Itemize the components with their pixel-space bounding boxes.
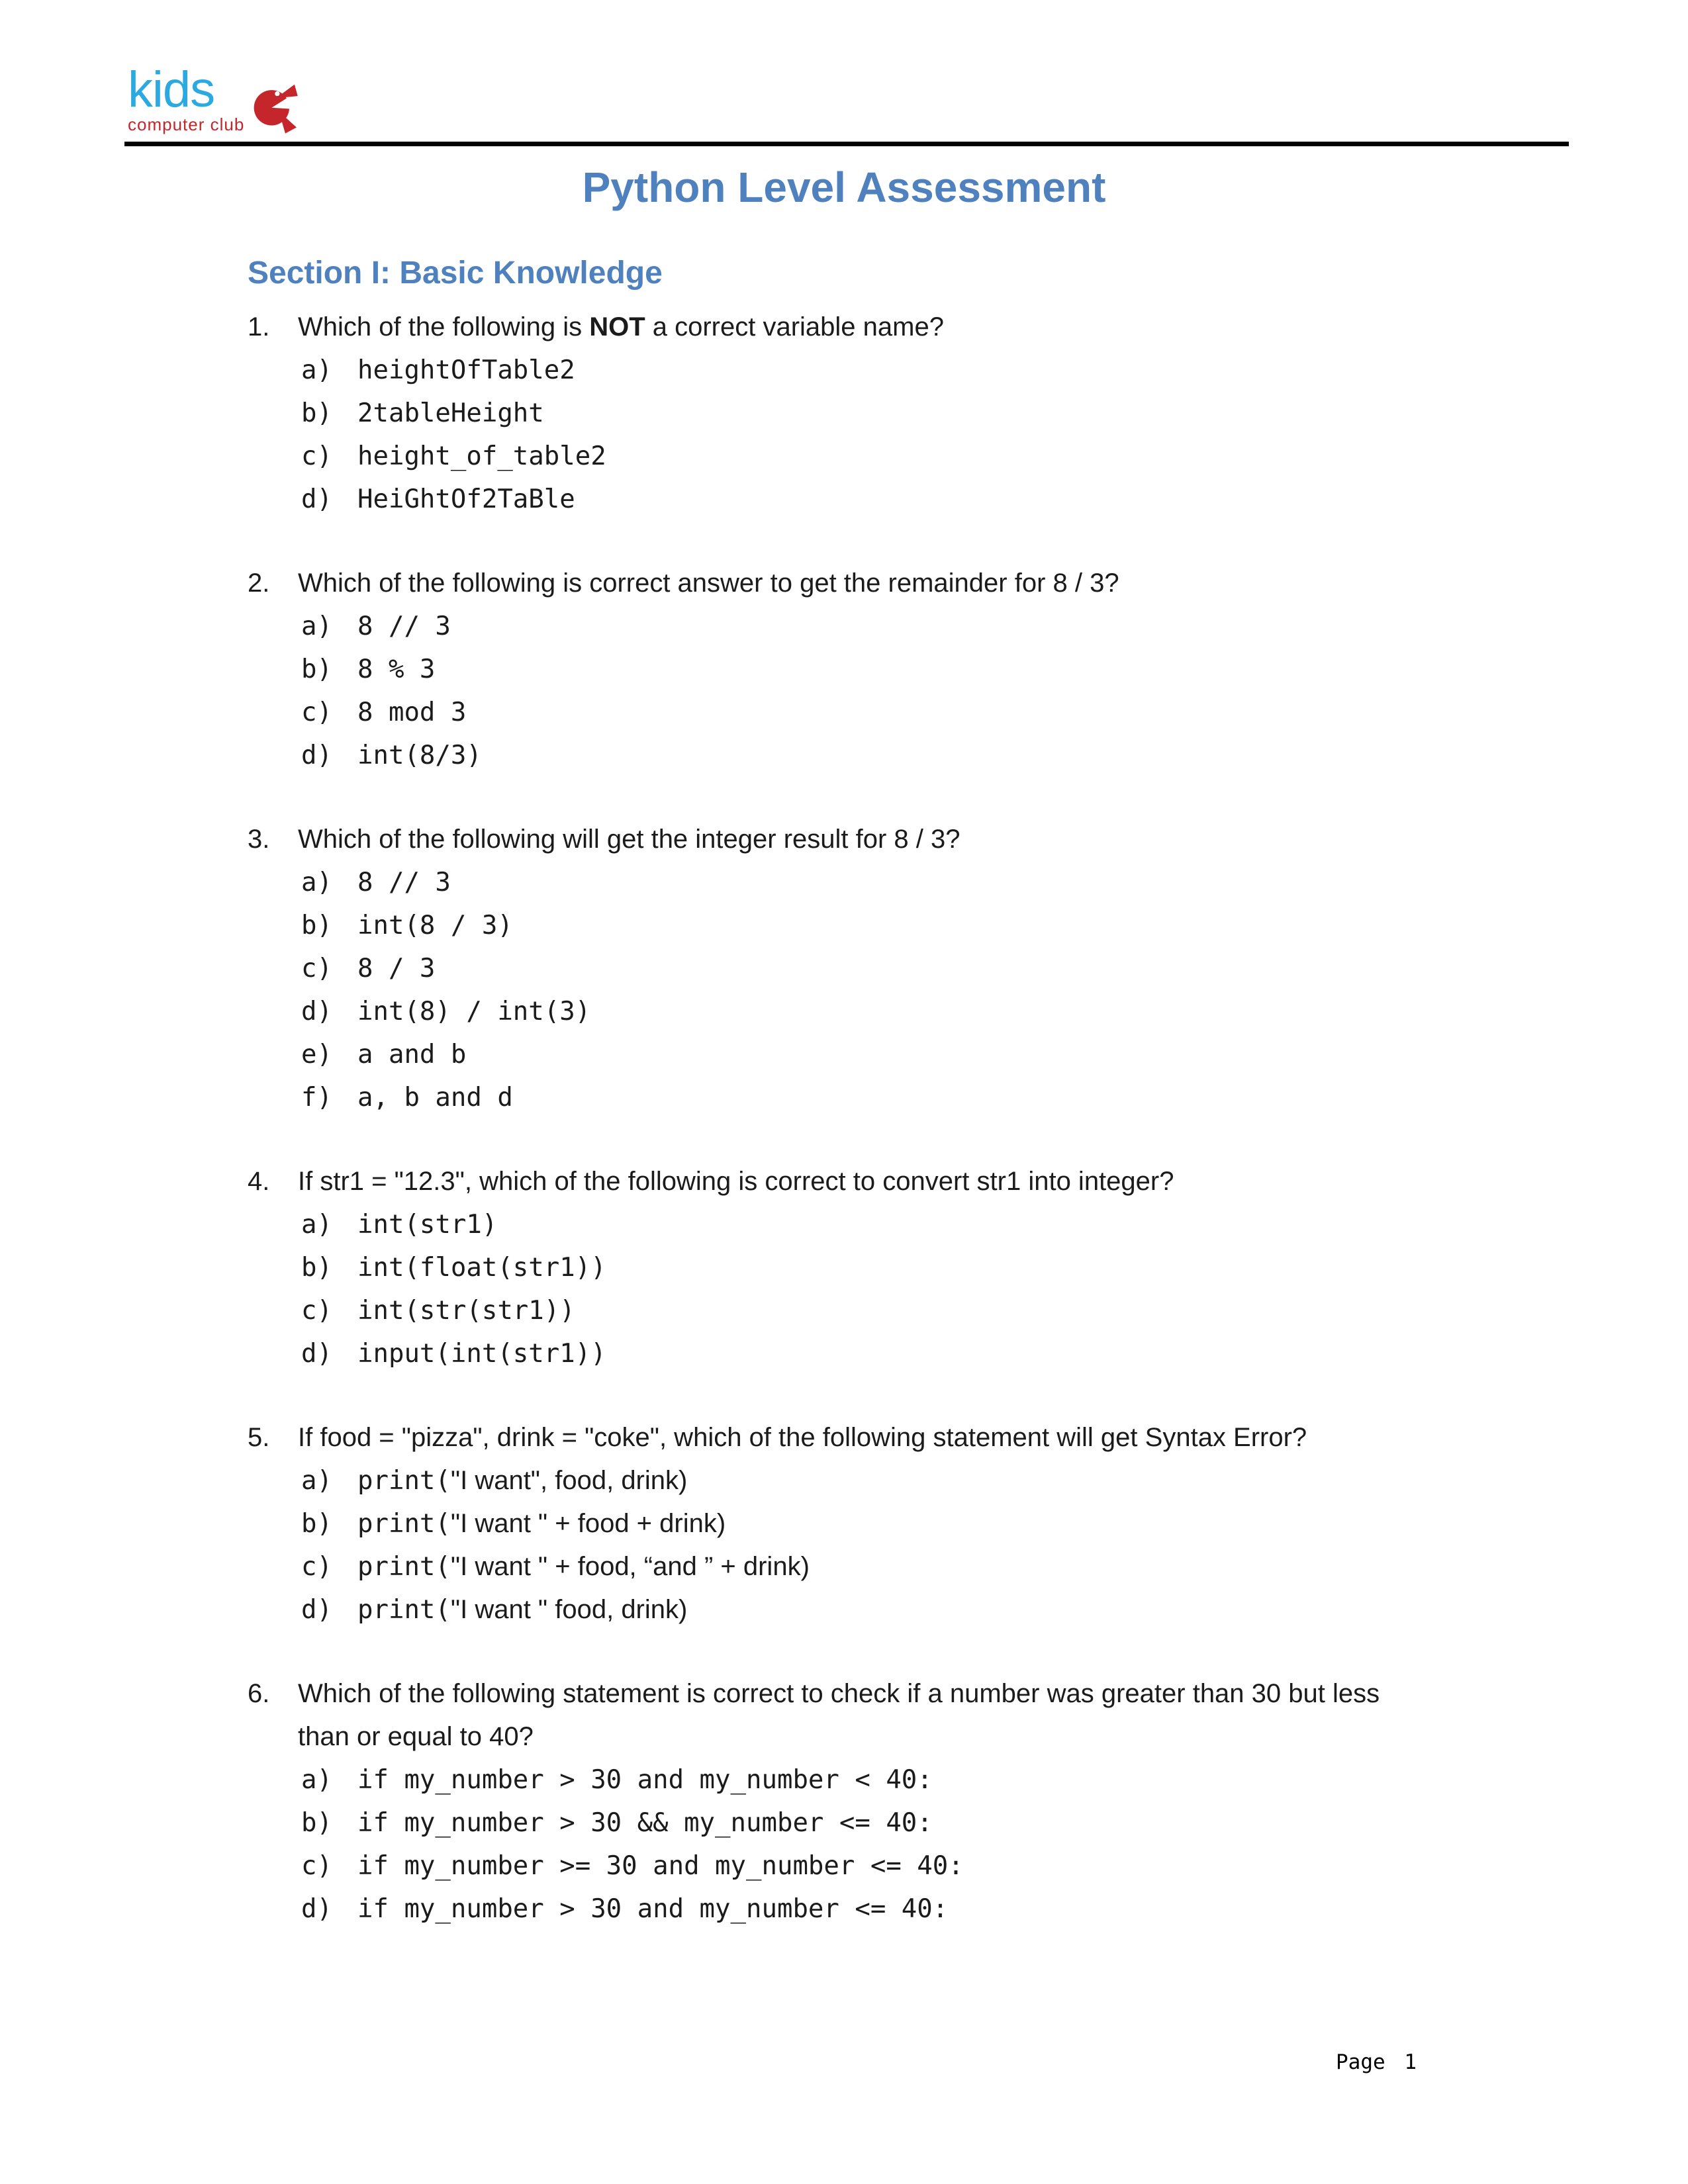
- question-text: [298, 1416, 1569, 1459]
- question-line: [248, 1416, 1569, 1459]
- option-letter: c): [301, 697, 332, 727]
- answer-option: [248, 1332, 1569, 1375]
- answer-option: [248, 392, 1569, 435]
- option-text: [357, 954, 435, 983]
- option-code: 8 // 3: [357, 867, 451, 897]
- option-letter: d): [301, 740, 332, 770]
- answer-option: [248, 1545, 1569, 1588]
- option-letter: b): [301, 398, 332, 428]
- option-text: [357, 655, 435, 684]
- option-code-sans: "I want " + food + drink): [450, 1508, 726, 1538]
- answer-option: [248, 904, 1569, 947]
- page-title: Python Level Assessment: [582, 163, 1106, 211]
- option-letter: b): [301, 910, 332, 940]
- answer-option: [248, 1758, 1569, 1801]
- question: [248, 306, 1569, 521]
- question-number: 5.: [248, 1422, 270, 1452]
- option-text: [357, 911, 513, 940]
- header-rule: [124, 142, 1569, 146]
- question-text-segment: Which of the following statement is correct to check if a number was greater than 30 but less: [298, 1678, 1380, 1708]
- option-code: a and b: [357, 1039, 467, 1069]
- option-text: [357, 1595, 687, 1624]
- option-code: print(: [357, 1465, 451, 1496]
- option-letter: c): [301, 441, 332, 471]
- answer-option: [248, 435, 1569, 478]
- question-text-segment: If food = "pizza", drink = "coke", which of the following statement will get Syntax Error?: [298, 1422, 1307, 1452]
- option-text: [357, 1808, 933, 1837]
- option-code: int(float(str1)): [357, 1252, 606, 1283]
- answer-option: [248, 648, 1569, 691]
- answer-option: [248, 1246, 1569, 1289]
- logo-word: kids: [128, 62, 215, 118]
- option-code: print(: [357, 1508, 451, 1539]
- option-code: 8 % 3: [357, 654, 436, 684]
- option-text: [357, 398, 544, 428]
- option-text: [357, 612, 451, 641]
- option-letter: c): [301, 1850, 332, 1881]
- option-letter: b): [301, 1508, 332, 1539]
- answer-option: [248, 1076, 1569, 1119]
- option-letter: a): [301, 611, 332, 641]
- option-letter: b): [301, 654, 332, 684]
- option-letter: a): [301, 1209, 332, 1240]
- question-line: [248, 1672, 1569, 1758]
- question-list: [248, 306, 1569, 1931]
- option-text: [357, 1851, 964, 1880]
- option-code: input(int(str1)): [357, 1338, 606, 1369]
- question-number: 1.: [248, 312, 270, 341]
- option-letter: d): [301, 1338, 332, 1369]
- question: [248, 562, 1569, 777]
- logo-tagline: computer club: [128, 114, 245, 135]
- option-code: if my_number > 30 && my_number <= 40:: [357, 1807, 933, 1838]
- option-code-sans: "I want " food, drink): [450, 1594, 688, 1624]
- option-letter: a): [301, 355, 332, 385]
- option-text: [357, 868, 451, 897]
- answer-option: [248, 1289, 1569, 1332]
- option-code: 8 // 3: [357, 611, 451, 641]
- option-letter: d): [301, 1893, 332, 1924]
- question-line: [248, 306, 1569, 349]
- option-code: int(8 / 3): [357, 910, 513, 940]
- option-text: [357, 1040, 466, 1069]
- answer-option: [248, 349, 1569, 392]
- answer-option: [248, 861, 1569, 904]
- option-text: [357, 1894, 948, 1923]
- option-code: a, b and d: [357, 1082, 513, 1113]
- page-number: Page 1: [1336, 2050, 1417, 2074]
- answer-option: [248, 1801, 1569, 1844]
- answer-option: [248, 605, 1569, 648]
- option-code: print(: [357, 1551, 451, 1582]
- logo-text: [128, 62, 245, 135]
- option-letter: f): [301, 1082, 332, 1113]
- option-letter: a): [301, 1465, 332, 1496]
- answer-option: [248, 1203, 1569, 1246]
- option-text: [357, 1083, 513, 1112]
- option-code: 8 mod 3: [357, 697, 467, 727]
- question-number: 4.: [248, 1166, 270, 1196]
- option-text: [357, 1296, 575, 1325]
- answer-option: [248, 1844, 1569, 1888]
- option-letter: d): [301, 1594, 332, 1625]
- question-number: 6.: [248, 1678, 270, 1708]
- question-text-segment: than or equal to 40?: [298, 1721, 534, 1751]
- option-code: HeiGhtOf2TaBle: [357, 484, 575, 514]
- option-text: [357, 484, 575, 514]
- question-text: [298, 818, 1569, 861]
- question-text-segment: Which of the following is correct answer to get the remainder for 8 / 3?: [298, 568, 1119, 598]
- option-letter: c): [301, 953, 332, 983]
- option-letter: e): [301, 1039, 332, 1069]
- question: [248, 818, 1569, 1119]
- answer-option: [248, 1502, 1569, 1545]
- option-text: [357, 698, 466, 727]
- question-number: 2.: [248, 568, 270, 598]
- question: [248, 1160, 1569, 1375]
- answer-option: [248, 478, 1569, 521]
- option-letter: a): [301, 1764, 332, 1795]
- option-code: print(: [357, 1594, 451, 1625]
- option-code: if my_number > 30 and my_number <= 40:: [357, 1893, 949, 1924]
- option-text: [357, 1466, 687, 1495]
- option-letter: d): [301, 484, 332, 514]
- option-code: height_of_table2: [357, 441, 606, 471]
- option-code: int(str1): [357, 1209, 498, 1240]
- option-code: int(8) / int(3): [357, 996, 591, 1026]
- option-code: 2tableHeight: [357, 398, 544, 428]
- option-code: if my_number > 30 and my_number < 40:: [357, 1764, 933, 1795]
- option-letter: a): [301, 867, 332, 897]
- option-letter: d): [301, 996, 332, 1026]
- question: [248, 1672, 1569, 1931]
- kids-club-k-pacman-icon: [254, 81, 299, 136]
- option-text: [357, 1765, 933, 1794]
- option-text: [357, 355, 575, 385]
- question-text: [298, 1160, 1569, 1203]
- option-code-sans: "I want " + food, “and ” + drink): [450, 1551, 810, 1581]
- option-text: [357, 1552, 810, 1581]
- question-text-segment: Which of the following is: [298, 312, 590, 341]
- option-code: 8 / 3: [357, 953, 436, 983]
- question-line: [248, 562, 1569, 605]
- answer-option: [248, 1033, 1569, 1076]
- option-text: [357, 997, 590, 1026]
- section-heading: Section I: Basic Knowledge: [248, 255, 663, 291]
- question-text-segment: Which of the following will get the integer result for 8 / 3?: [298, 824, 961, 854]
- option-letter: c): [301, 1551, 332, 1582]
- option-text: [357, 1210, 497, 1239]
- answer-option: [248, 1888, 1569, 1931]
- answer-option: [248, 1459, 1569, 1502]
- option-text: [357, 441, 606, 471]
- option-letter: b): [301, 1807, 332, 1838]
- option-code: heightOfTable2: [357, 355, 575, 385]
- answer-option: [248, 734, 1569, 777]
- option-code: int(8/3): [357, 740, 482, 770]
- question-text-segment: a correct variable name?: [645, 312, 944, 341]
- question-number: 3.: [248, 824, 270, 854]
- option-code: int(str(str1)): [357, 1295, 575, 1326]
- answer-option: [248, 1588, 1569, 1631]
- question-text: [298, 562, 1569, 605]
- option-text: [357, 1509, 726, 1538]
- question-text-segment: If str1 = "12.3", which of the following is correct to convert str1 into integer?: [298, 1166, 1174, 1196]
- question-line: [248, 818, 1569, 861]
- option-text: [357, 741, 482, 770]
- answer-option: [248, 691, 1569, 734]
- answer-option: [248, 990, 1569, 1033]
- question: [248, 1416, 1569, 1631]
- logo: [128, 62, 1569, 138]
- question-text-bold: NOT: [589, 312, 645, 341]
- question-text: [298, 306, 1569, 349]
- option-text: [357, 1339, 606, 1368]
- question-line: [248, 1160, 1569, 1203]
- option-code-sans: "I want", food, drink): [450, 1465, 688, 1495]
- question-text: [298, 1672, 1569, 1758]
- option-code: if my_number >= 30 and my_number <= 40:: [357, 1850, 964, 1881]
- option-letter: c): [301, 1295, 332, 1326]
- answer-option: [248, 947, 1569, 990]
- option-letter: b): [301, 1252, 332, 1283]
- option-text: [357, 1253, 606, 1282]
